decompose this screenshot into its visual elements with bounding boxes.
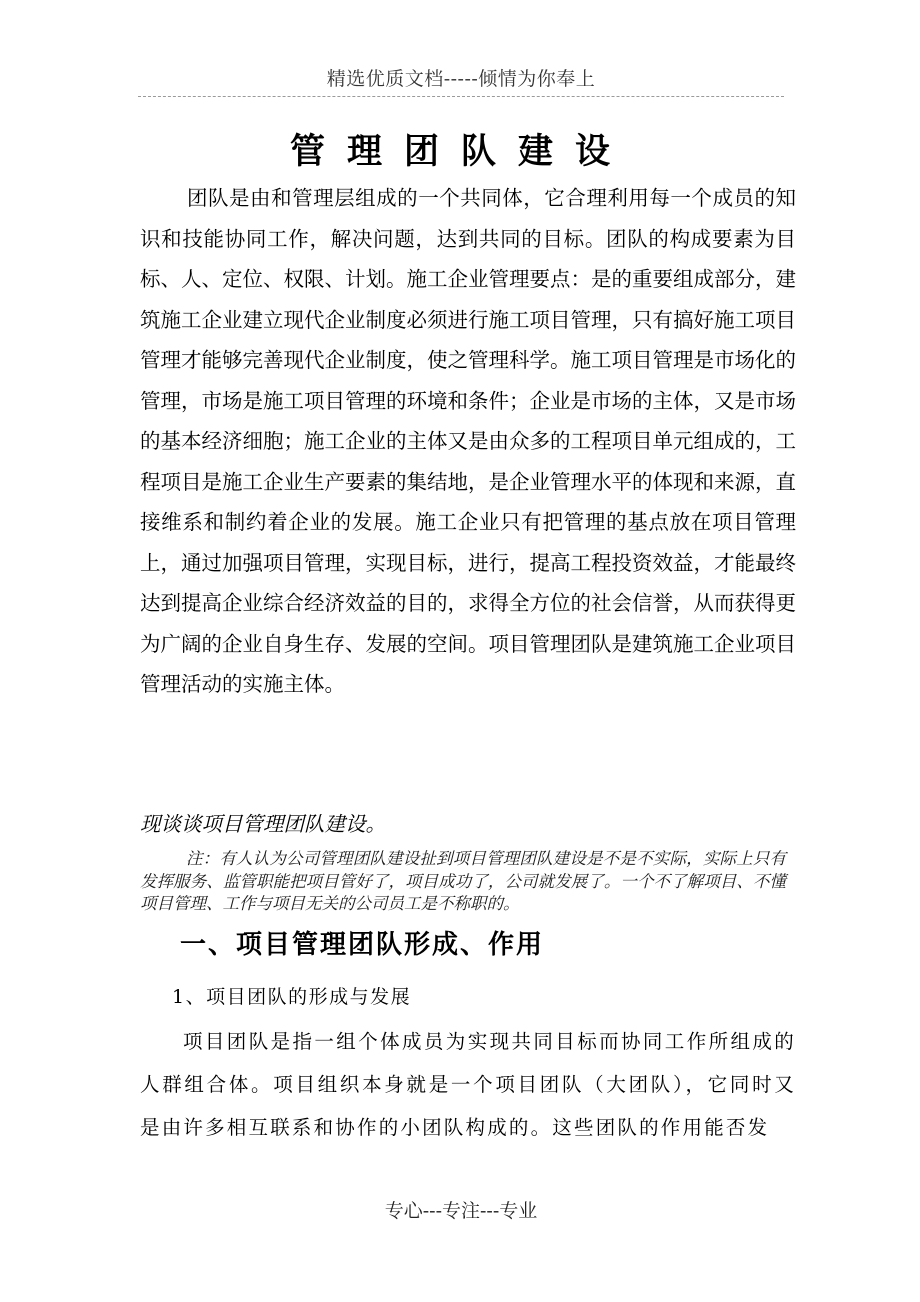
italic-lead-line: 现谈谈项目管理团队建设。 <box>140 812 386 836</box>
header-divider <box>138 96 784 97</box>
note-paragraph: 注：有人认为公司管理团队建设扯到项目管理团队建设是不是不实际，实际上只有发挥服务、监管职能把项目管好了，项目成功了，公司就发展了。一个不了解项目、不懂项目管理、工作与项目无关的公司员工是不称职的。 <box>140 849 786 913</box>
subsection-heading: 1、项目团队的形成与发展 <box>172 986 412 1008</box>
page-footer: 专心---专注---专业 <box>384 1200 538 1222</box>
section-heading: 一、项目管理团队形成、作用 <box>180 930 545 960</box>
document-title: 管理团队建设 <box>289 132 632 172</box>
page-header: 精选优质文档-----倾情为你奉上 <box>326 68 596 90</box>
intro-paragraph: 团队是由和管理层组成的一个共同体，它合理利用每一个成员的知识和技能协同工作，解决问题，达到共同的目标。团队的构成要素为目标、人、定位、权限、计划。施工企业管理要点：是的重要组成部分，建筑施工企业建立现代企业制度必须进行施工项目管理，只有搞好施工项目管理才能够完善现代企业制度，使之管理科学。施工项目管理是市场化的管理，市场是施工项目管理的环境和条件；企业是市场的主体，又是市场的基本经济细胞；施工企业的主体又是由众多的工程项目单元组成的，工程项目是施工企业生产要素的集结地，是企业管理水平的体现和来源，直接维系和制约着企业的发展。施工企业只有把管理的基点放在项目管理上，通过加强项目管理，实现目标，进行，提高工程投资效益，才能最终达到提高企业综合经济效益的目的，求得全方位的社会信誉，从而获得更为广阔的企业自身生存、发展的空间。项目管理团队是建筑施工企业项目管理活动的实施主体。 <box>140 186 796 696</box>
team-formation-paragraph: 项目团队是指一组个体成员为实现共同目标而协同工作所组成的人群组合体。项目组织本身就是一个项目团队（大团队），它同时又是由许多相互联系和协作的小团队构成的。这些团队的作用能否发 <box>140 1030 796 1139</box>
